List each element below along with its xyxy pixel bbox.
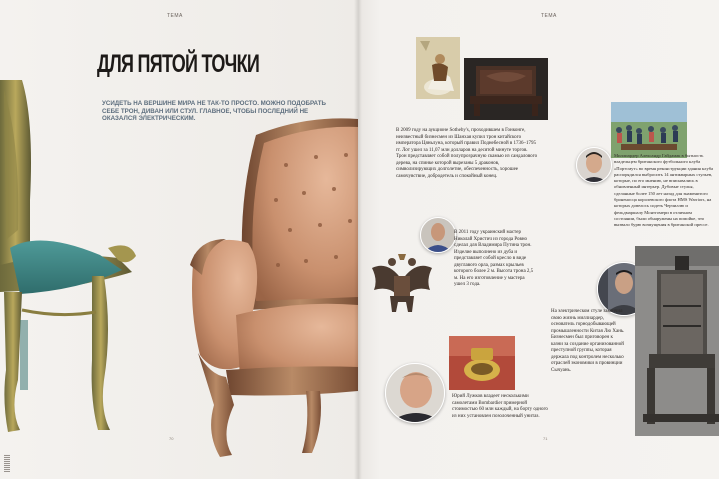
barcode-strip xyxy=(4,454,10,472)
person-portrait-icon xyxy=(421,218,455,252)
gold-toilet-icon xyxy=(449,336,515,390)
emperor-painting-icon xyxy=(416,37,460,99)
electric-chair-icon xyxy=(635,246,719,436)
right-page xyxy=(358,0,719,479)
page-number-left: 70 xyxy=(169,436,174,441)
chinese-throne-image xyxy=(464,58,548,120)
khristich-portrait xyxy=(420,217,456,253)
crowd-photo-icon xyxy=(611,102,687,158)
left-page xyxy=(0,0,358,479)
armchair-image xyxy=(186,115,358,460)
electric-chair-image xyxy=(635,246,719,436)
section-label-right: ТЕМА xyxy=(541,13,557,19)
emperor-portrait-image xyxy=(416,37,460,99)
gaydamak-portrait xyxy=(576,147,612,183)
luzhkov-portrait xyxy=(385,363,445,423)
person-portrait-icon xyxy=(386,364,444,422)
green-throne-image xyxy=(0,80,140,440)
story-sothebys: В 2009 году на аукционе Sotheby's, проходившем в Гонконге, неизвестный бизнесмен из Шанхая купил трон китайского императора Цяньлуна, который правил Поднебесной в 1736–1795 гг. Лот ушел за 11,07 млн долларов на десятой минуте торгов. Трон представляет собой полупрозрачную скамью из сандалового дерева, на спинке которой вырезаны 5 драконов, символизирующих долголетие, обеспеченность, хорошее самочувствие, добродетель и спокойный конец. xyxy=(396,128,538,179)
article-lead: УСИДЕТЬ НА ВЕРШИНЕ МИРА НЕ ТАК-ТО ПРОСТО. МОЖНО ПОДОБРАТЬ СЕБЕ ТРОН, ДИВАН ИЛИ СТУЛ. ГЛАВНОЕ, ЧТОБЫ ПОСЛЕДНИЙ НЕ ОКАЗАЛСЯ ЭЛЕКТРИЧЕСКИМ. xyxy=(102,100,326,123)
story-khristich: В 2011 году украинский мастер Николай Христич из города Ровно сделал для Владимира Путина трон. Изделие выполнено из дуба и представляет собой кресло в виде двуглавого орла, размах крыльев которого более 2 м. Высота трона 2,5 м. На его изготовление у мастера ушел 3 года. xyxy=(454,230,534,287)
page-number-right: 71 xyxy=(543,436,548,441)
crowd-photo-image xyxy=(611,102,687,158)
spine-gutter xyxy=(354,0,362,479)
chinese-throne-icon xyxy=(464,58,548,120)
eagle-throne-image xyxy=(368,250,436,316)
story-gaydamak: Миллиардер Александр Гайдамак в бытность владельцем британского футбольного клуба «Портсмут» во время реконструкции здания клуба распорядился выбросить 14 антикварных стульев, которые, по его мнению, не вписывались в обновленный интерьер. Дубовые стулья, сделанные более 150 лет назад для знаменитого броненосца королевского флота HMS Warriors, на которых довелось сидеть Черчиллю и фельдмаршалу Монтгомери в отличном состоянии, были обнаружены на помойке, что вызвало бурю возмущения в британской прессе. xyxy=(614,153,714,228)
green-gilded-throne-icon xyxy=(0,80,140,440)
section-label-left: ТЕМА xyxy=(167,13,183,19)
tufted-leather-armchair-icon xyxy=(186,115,358,460)
story-electric-chair: На электрическом стуле закончил свою жизнь миллиардер, основатель горнодобывающей промышленности Китая Лю Хань. Бизнесмен был приговорен к казни за создание организованной преступной группы, которая держала под контролем несколько отраслей экономики в провинции Сычуань. xyxy=(551,309,625,373)
double-headed-eagle-icon xyxy=(368,250,436,316)
person-portrait-icon xyxy=(577,148,611,182)
gold-toilet-image xyxy=(449,336,515,390)
article-title: ДЛЯ ПЯТОЙ ТОЧКИ xyxy=(97,50,260,78)
story-luzhkov: Юрий Лужков владеет несколькими самолетами Bombardier примерной стоимостью 60 млн каждый, на борту одного из них установлен позолоченный унитаз. xyxy=(452,394,548,419)
